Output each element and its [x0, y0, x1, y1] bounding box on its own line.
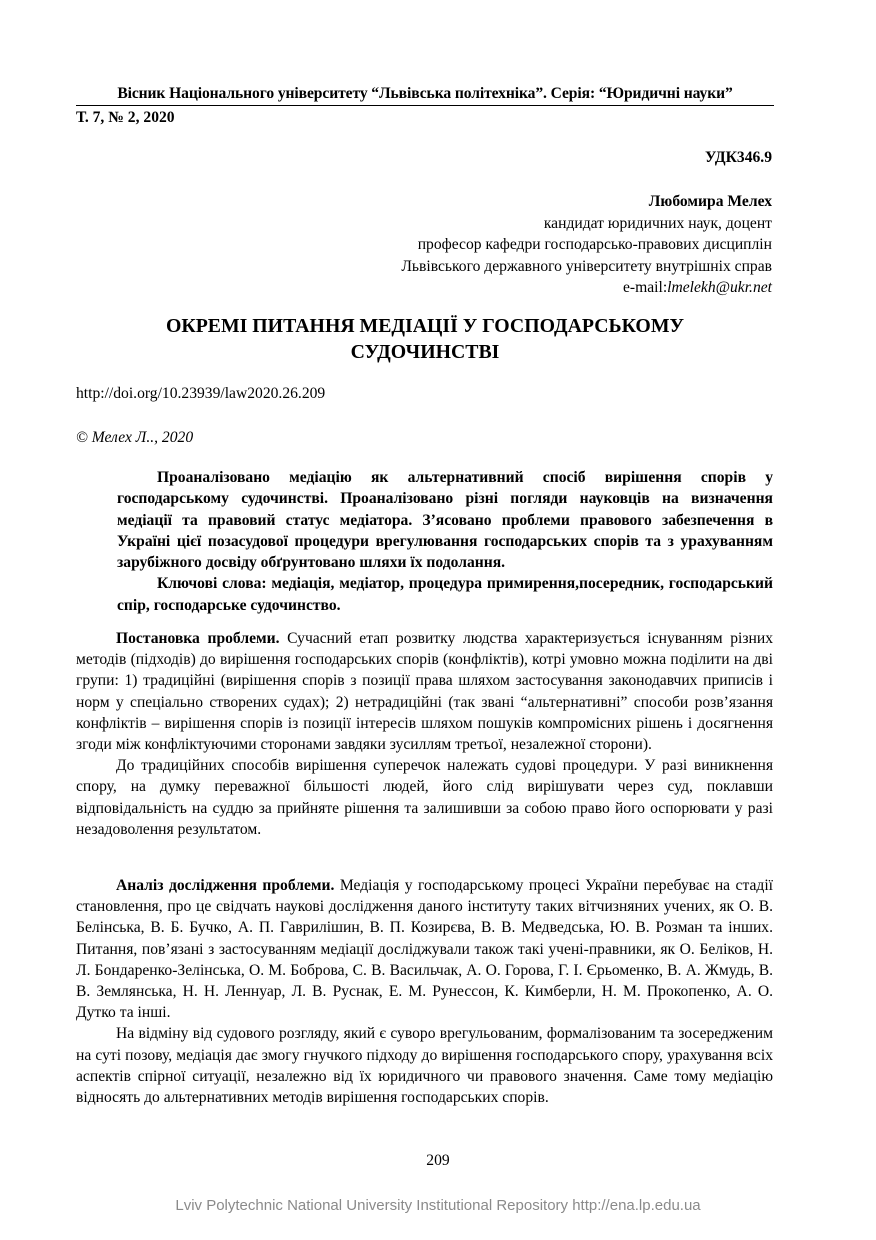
author-degree: кандидат юридичних наук, доцент: [543, 214, 772, 232]
section-heading: Аналіз дослідження проблеми.: [116, 877, 335, 894]
paragraph-text: Медіація у господарському процесі України перебуває на стадії становлення, про це свідчать наукові дослідження даного інституту таких вітчизняних учених, як О. В. Белінська, В. Б. Бучко, А. П. Гаврилішин, В. П. Козирєва, В. В. Медведська, Ю. В. Розман та інших. Питання, пов’язані з застосуванням медіації досліджували також такі учені-правники, як О. Беліков, Н. Л. Бондаренко-Зелінська, О. М. Боброва, С. В. Васильчак, А. О. Горова, Г. І. Єрьоменко, В. А. Жмудь, В. В. Землянська, Н. Н. Леннуар, Л. В. Руснак, Е. М. Рунессон, К. Кимберли, Н. М. Прокопенко, А. О. Дутко та інші.: [76, 877, 773, 1022]
udc-code: УДК346.9: [705, 149, 772, 166]
paragraph: До традиційних способів вирішення суперечок належать судові процедури. У разі виникнення спору, на думку переважної більшості людей, його слід вирішувати через суд, поклавши відповідальність на суддю за прийняте рішення та залишивши за собою право його оспорювати у разі незадоволення результатом.: [76, 757, 773, 838]
paragraph-text: Сучасний етап розвитку людства характеризується існуванням різних методів (підходів) до вирішення господарських спорів (конфліктів), котрі умовно можна поділити на дві групи: 1) традиційні (вирішення спорів з позиції права шляхом застосування законодавчих приписів і норм у спеціально створених судах); 2) нетрадиційні (так звані “альтернативні” способи розв’язання конфліктів – вирішення спорів із позиції інтересів шляхом пошуків компромісних рішень і досягнення згоди між конфліктуючими сторонами завдяки зусиллям третьої, незалежної сторони).: [76, 630, 773, 754]
section-problem-statement: [76, 628, 773, 840]
author-name: Любомира Мелех: [648, 193, 772, 210]
author-position: професор кафедри господарсько-правових дисциплін: [417, 236, 772, 253]
repository-footer: Lviv Polytechnic National University Institutional Repository http://ena.lp.edu.ua: [175, 1197, 701, 1214]
journal-header: Вісник Національного університету “Львівська політехніка”. Серія: “Юридичні науки”: [76, 84, 774, 106]
author-block: [401, 191, 772, 299]
email-label: e-mail:: [622, 279, 668, 296]
title-line-2: СУДОЧИНСТВІ: [350, 340, 500, 363]
abstract-text: Проаналізовано медіацію як альтернативний спосіб вирішення спорів у господарському судочинстві. Проаналізовано різні погляди науковців на визначення медіації та правовий статус медіатора. З’ясовано проблеми правового забезпечення в Україні цієї позасудової процедури врегулювання господарських спорів та з урахуванням зарубіжного досвіду обґрунтовано шляхи їх подолання.: [117, 469, 773, 572]
doi-link[interactable]: http://doi.org/10.23939/law2020.26.209: [76, 385, 326, 402]
paragraph: [76, 875, 773, 1023]
author-email: [401, 277, 772, 299]
article-title: [76, 314, 774, 365]
title-line-1: ОКРЕМІ ПИТАННЯ МЕДІАЦІЇ У ГОСПОДАРСЬКОМУ: [165, 315, 685, 337]
author-institution: Львівського державного університету внутрішніх справ: [401, 257, 772, 275]
section-heading: Постановка проблеми.: [116, 630, 280, 647]
paragraph: На відміну від судового розгляду, який є суворо врегульованим, формалізованим та зосередженим на суті позову, медіація дає змогу гнучкого підходу до вирішення господарського спору, урахування всіх аспектів спірної ситуації, незалежно від їх юридичного чи правового значення. Саме тому медіацію відносять до альтернативних методів вирішення господарських спорів.: [76, 1025, 773, 1107]
journal-volume: Т. 7, № 2, 2020: [76, 109, 175, 126]
email-address[interactable]: lmelekh@ukr.net: [667, 279, 772, 296]
paragraph: [76, 628, 773, 755]
copyright: © Мелех Л.., 2020: [76, 429, 194, 446]
keywords: Ключові слова: медіація, медіатор, процедура примирення,посередник, господарський спір, господарське судочинство.: [117, 575, 773, 614]
page-number: 209: [426, 1152, 450, 1169]
section-analysis: [76, 875, 773, 1108]
abstract: [117, 467, 773, 616]
